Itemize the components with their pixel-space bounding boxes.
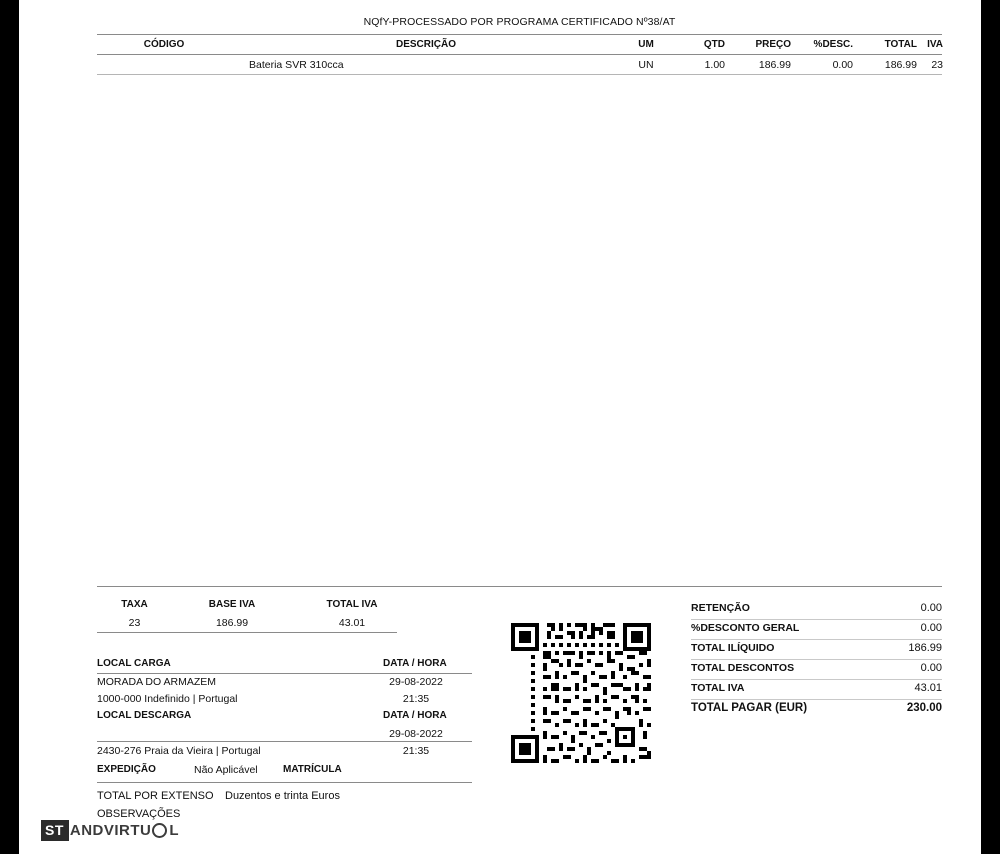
header-total: TOTAL (884, 39, 917, 50)
summary-top-rule (97, 586, 942, 587)
total-row-desconto-geral (691, 620, 942, 640)
header-total-iva: TOTAL IVA (326, 599, 378, 610)
tax-table (97, 596, 397, 632)
header-qtd: QTD (703, 39, 725, 50)
total-row-iliquido (691, 640, 942, 660)
cell-desconto: 0.00 (832, 59, 853, 71)
summary-section (97, 586, 942, 820)
tax-table-row (97, 614, 397, 632)
carga-address-1: MORADA DO ARMAZEM (97, 676, 217, 688)
value-total-pagar: 230.00 (906, 702, 942, 714)
label-total-iliquido: TOTAL ILÍQUIDO (691, 642, 775, 654)
label-expedicao: EXPEDIÇÃO (97, 764, 156, 775)
cell-preco: 186.99 (758, 59, 791, 71)
cell-iva: 23 (931, 59, 943, 71)
header-iva: IVA (927, 39, 943, 50)
qr-code (507, 619, 655, 767)
label-total-pagar: TOTAL PAGAR (EUR) (691, 702, 808, 714)
watermark-circle-icon (152, 823, 167, 838)
expedicao-rule (97, 782, 472, 783)
total-row-iva (691, 680, 942, 700)
carga-date: 29-08-2022 (389, 676, 443, 688)
invoice-body (97, 0, 942, 854)
value-total-iva: 43.01 (914, 682, 942, 694)
cell-descricao: Bateria SVR 310cca (249, 59, 344, 71)
header-desconto: %DESC. (813, 39, 853, 50)
cell-taxa: 23 (128, 617, 141, 629)
header-base-iva: BASE IVA (208, 599, 256, 610)
cell-total: 186.99 (884, 59, 917, 71)
items-table-header-row (97, 35, 942, 54)
label-data-hora-1: DATA / HORA (383, 658, 447, 669)
descarga-time: 21:35 (402, 745, 430, 757)
carga-address-2: 1000-000 Indefinido | Portugal (97, 693, 238, 705)
items-table-bottom-rule (97, 74, 942, 75)
value-desconto-geral: 0.00 (920, 622, 942, 634)
value-retencao: 0.00 (920, 602, 942, 614)
watermark (41, 818, 179, 842)
totals-block (691, 600, 942, 719)
descarga-date: 29-08-2022 (389, 728, 443, 740)
header-codigo: CÓDIGO (143, 39, 185, 50)
total-row-retencao (691, 600, 942, 620)
label-observacoes: OBSERVAÇÕES (97, 808, 181, 820)
descarga-line-1 (97, 726, 472, 743)
label-local-descarga: LOCAL DESCARGA (97, 710, 192, 721)
label-matricula: MATRÍCULA (283, 764, 342, 775)
carga-address-line-1 (97, 674, 472, 691)
value-total-iliquido: 186.99 (908, 642, 942, 654)
local-carga-header (97, 656, 472, 673)
label-total-iva: TOTAL IVA (691, 682, 745, 694)
qr-code-image (507, 619, 655, 767)
label-desconto-geral: %DESCONTO GERAL (691, 622, 800, 634)
total-row-descontos (691, 660, 942, 680)
watermark-text-a: ANDVIRTU (69, 821, 152, 839)
label-total-descontos: TOTAL DESCONTOS (691, 662, 795, 674)
table-row (97, 55, 942, 74)
local-descarga-header (97, 708, 472, 725)
cell-base-iva: 186.99 (215, 617, 249, 629)
descarga-address-1: 2430-276 Praia da Vieira | Portugal (97, 745, 261, 757)
label-retencao: RETENÇÃO (691, 602, 750, 614)
tax-table-rule (97, 632, 397, 633)
header-preco: PREÇO (755, 39, 791, 50)
value-total-extenso: Duzentos e trinta Euros (225, 790, 340, 802)
carga-address-line-2 (97, 691, 472, 708)
header-taxa: TAXA (121, 599, 148, 610)
items-table (97, 34, 942, 75)
header-um: UM (638, 39, 654, 50)
carga-time: 21:35 (402, 693, 430, 705)
value-expedicao: Não Aplicável (194, 764, 258, 776)
cell-total-iva: 43.01 (338, 617, 366, 629)
cell-qtd: 1.00 (704, 59, 725, 71)
label-local-carga: LOCAL CARGA (97, 658, 171, 669)
label-total-extenso: TOTAL POR EXTENSO (97, 790, 214, 802)
cell-um: UN (638, 59, 654, 71)
tax-table-header (97, 596, 397, 614)
descarga-line-2 (97, 743, 472, 760)
value-total-descontos: 0.00 (920, 662, 942, 674)
watermark-text-b: L (169, 821, 180, 839)
document-page (19, 0, 981, 854)
certification-line: NQfY-PROCESSADO POR PROGRAMA CERTIFICADO Nº38/AT (363, 16, 676, 28)
total-row-pagar (691, 700, 942, 719)
label-data-hora-2: DATA / HORA (383, 710, 447, 721)
watermark-badge: ST (41, 820, 69, 841)
logistics-block (97, 656, 472, 760)
expedicao-row (97, 762, 472, 780)
header-descricao: DESCRIÇÃO (395, 39, 456, 50)
